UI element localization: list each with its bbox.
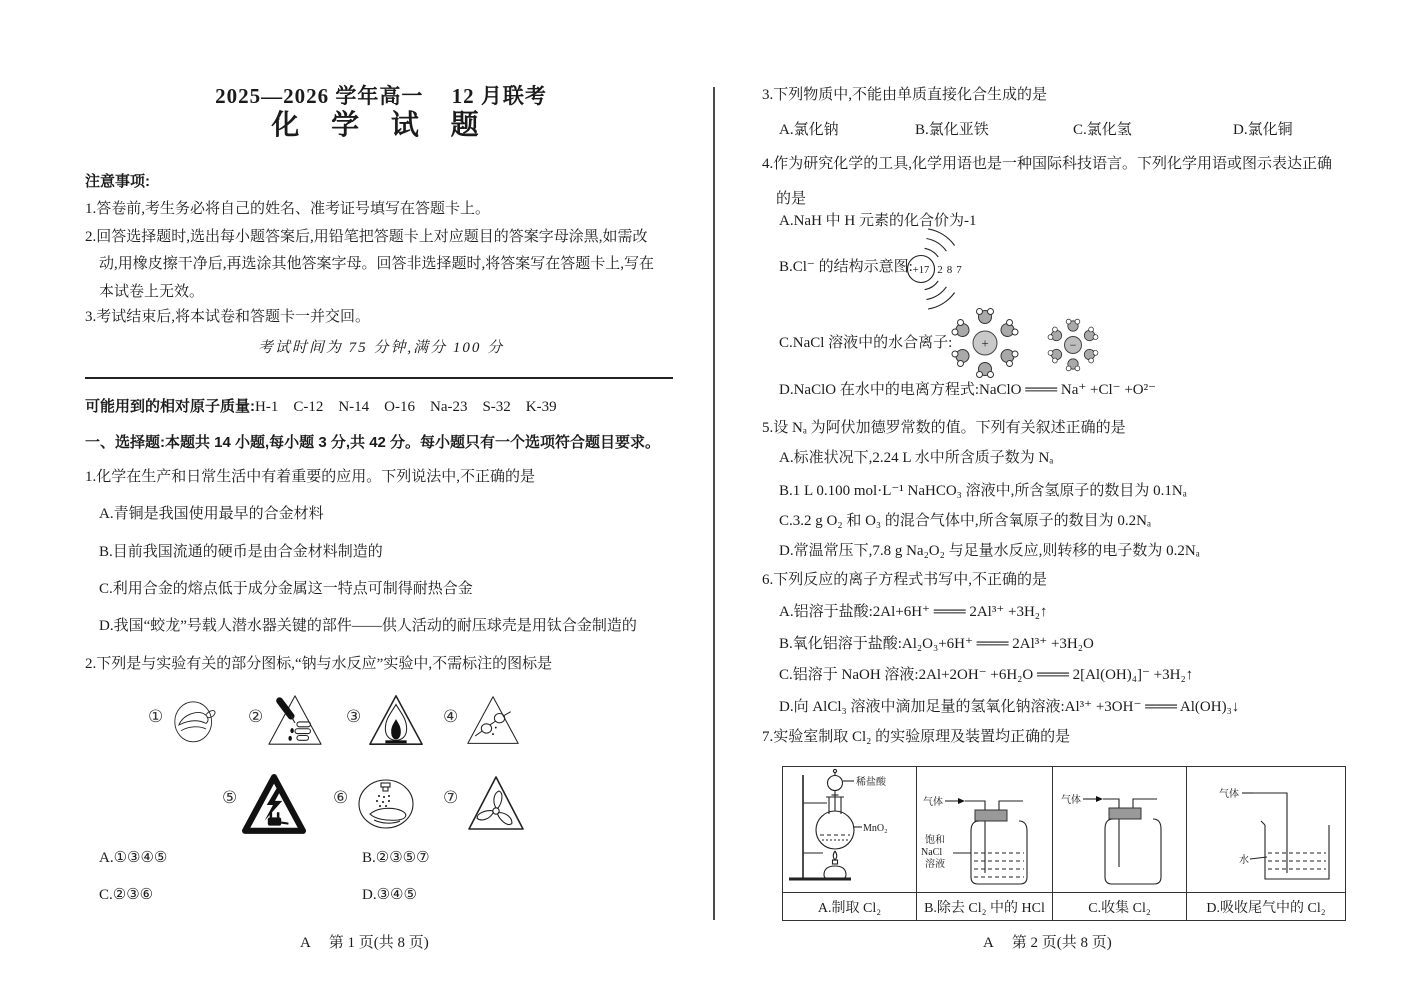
gas-label: 气体 [1219,789,1239,800]
notice-item: 2.回答选择题时,选出每小题答案后,用铅笔把答题卡上对应题目的答案字母涂黑,如需改 [85,229,648,245]
dropper-hand-icon [266,692,324,750]
q3-option-c: C.氯化氢 [1073,122,1132,138]
anion-charge: − [1069,338,1077,352]
page-footer: A 第 2 页(共 8 页) [983,935,1112,951]
solution-label: 溶液 [925,859,945,870]
subject-title: 化 学 试 题 [271,109,491,140]
divider-rule [85,377,673,379]
apparatus-a-diagram [783,767,917,893]
q4-option-d: D.NaClO 在水中的电离方程式:NaClO ═══ Na⁺ +Cl⁻ +O²⁻ [779,382,1157,398]
icon-number: ② [248,707,264,726]
notice-heading: 注意事项: [85,173,150,190]
q3-option-b: B.氯化亚铁 [915,122,989,138]
notice-item: 1.答卷前,考生务必将自己的姓名、准考证号填写在答题卡上。 [85,201,491,217]
q3-option-d: D.氯化铜 [1233,122,1293,138]
icon-number: ⑦ [443,788,459,807]
gas-label: 气体 [923,797,943,808]
q2-option-a: A.①③④⑤ [99,850,168,866]
icon-number: ④ [443,707,459,726]
question-1: 1.化学在生产和日常生活中有着重要的应用。下列说法中,不正确的是 [85,469,536,485]
apparatus-b-diagram [917,767,1053,893]
nucleus-charge: +17 [912,265,930,276]
q1-option-c: C.利用合金的熔点低于成分金属这一特点可制得耐热合金 [99,581,473,597]
question-5: 5.设 Nₐ 为阿伏加德罗常数的值。下列有关叙述正确的是 [762,420,1126,436]
shell-electron-count: 7 [956,264,962,276]
q6-option-a: A.铝溶于盐酸:2Al+6H⁺ ═══ 2Al³⁺ +3H₂↑ [779,604,1048,620]
q4-option-b-label: B.Cl⁻ 的结构示意图: [779,259,913,275]
q5-option-b: B.1 L 0.100 mol·L⁻¹ NaHCO₃ 溶液中,所含氢原子的数目为 0.1Nₐ [779,483,1187,499]
notice-item: 3.考试结束后,将本试卷和答题卡一并交回。 [85,309,371,325]
question-2: 2.下列是与实验有关的部分图标,“钠与水反应”实验中,不需标注的图标是 [85,656,553,672]
solid-reagent-label: MnO₂ [863,823,888,834]
hydrated-ions-diagram [938,303,1108,383]
flame-icon [367,692,425,750]
solution-label: 饱和 [925,835,945,846]
water-label: 水 [1239,855,1249,866]
notice-item: 本试卷上无效。 [99,284,205,300]
electric-hazard-icon [242,773,306,835]
q3-option-a: A.氯化钠 [779,122,839,138]
q4-option-c-label: C.NaCl 溶液中的水合离子: [779,335,953,351]
q6-option-c: C.铝溶于 NaOH 溶液:2Al+2OH⁻ +6H₂O ═══ 2[Al(OH)₄]⁻ +3H₂↑ [779,667,1194,683]
apparatus-table [782,766,1346,921]
acid-label: 稀盐酸 [856,777,886,788]
question-3: 3.下列物质中,不能由单质直接化合生成的是 [762,87,1048,103]
protective-goggles-icon [465,692,521,750]
wash-hands-icon [352,774,420,834]
page-1 [85,0,677,1006]
q2-option-d: D.③④⑤ [362,887,417,903]
q1-option-a: A.青铜是我国使用最早的合金材料 [99,506,324,522]
question-7: 7.实验室制取 Cl₂ 的实验原理及装置均正确的是 [762,729,1071,745]
apparatus-c-diagram [1053,767,1187,893]
q4-option-a: A.NaH 中 H 元素的化合价为-1 [779,213,977,229]
atomic-mass-line [85,396,557,418]
q5-option-a: A.标准状况下,2.24 L 水中所含质子数为 Nₐ [779,450,1054,466]
icon-number: ⑥ [333,788,349,807]
page-footer: A 第 1 页(共 8 页) [300,935,429,951]
gas-label: 气体 [1061,795,1081,806]
q2-option-c: C.②③⑥ [99,887,154,903]
icon-number: ③ [346,707,362,726]
q5-option-c: C.3.2 g O₂ 和 O₃ 的混合气体中,所含氧原子的数目为 0.2Nₐ [779,513,1152,529]
apparatus-d-caption: D.吸收尾气中的 Cl₂ [1206,900,1326,916]
icon-number: ① [148,707,164,726]
apparatus-c-caption: C.收集 Cl₂ [1053,893,1187,920]
exam-duration-info: 考试时间为 75 分钟,满分 100 分 [257,340,505,356]
q1-option-d: D.我国“蛟龙”号载人潜水器关键的部件——供人活动的耐压球壳是用钛合金制造的 [99,618,637,634]
page-2 [755,0,1355,1006]
q5-option-d: D.常温常压下,7.8 g Na₂O₂ 与足量水反应,则转移的电子数为 0.2Nₐ [779,543,1200,559]
apparatus-d-diagram [1187,767,1345,893]
apparatus-a-caption: A.制取 Cl₂ [783,893,917,920]
q6-option-b: B.氧化铝溶于盐酸:Al₂O₃+6H⁺ ═══ 2Al³⁺ +3H₂O [779,636,1094,652]
page-fold-line [713,87,715,920]
atomic-mass-label: 可能用到的相对原子质量: [85,398,255,415]
q2-option-b: B.②③⑤⑦ [362,850,430,866]
notice-item: 动,用橡皮擦干净后,再选涂其他答案字母。回答非选择题时,将答案写在答题卡上,写在 [99,256,655,272]
q1-option-b: B.目前我国流通的硬币是由合金材料制造的 [99,544,383,560]
cation-charge: + [981,335,989,351]
shell-electron-count: 8 [946,264,953,276]
chloride-ion-structure-diagram [905,228,1010,310]
pour-liquid-icon [170,692,218,750]
q6-option-d: D.向 AlCl₃ 溶液中滴加足量的氢氧化钠溶液:Al³⁺ +3OH⁻ ═══ Al(OH)₃↓ [779,699,1240,715]
exam-session-title: 2025—2026 学年高一 12 月联考 [215,84,547,108]
icon-number: ⑤ [222,788,238,807]
solution-label: NaCl [921,847,943,858]
atomic-mass-values: H-1 C-12 N-14 O-16 Na-23 S-32 K-39 [255,399,557,415]
question-4: 4.作为研究化学的工具,化学用语也是一种国际科技语言。下列化学用语或图示表达正确 [762,156,1333,172]
question-4-cont: 的是 [776,191,807,207]
shell-electron-count: 2 [937,264,943,276]
ventilation-fan-icon [466,773,526,835]
section-heading: 一、选择题:本题共 14 小题,每小题 3 分,共 42 分。每小题只有一个选项符合题目要求。 [85,434,661,451]
question-6: 6.下列反应的离子方程式书写中,不正确的是 [762,572,1048,588]
apparatus-b-caption: B.除去 Cl₂ 中的 HCl [917,893,1053,920]
